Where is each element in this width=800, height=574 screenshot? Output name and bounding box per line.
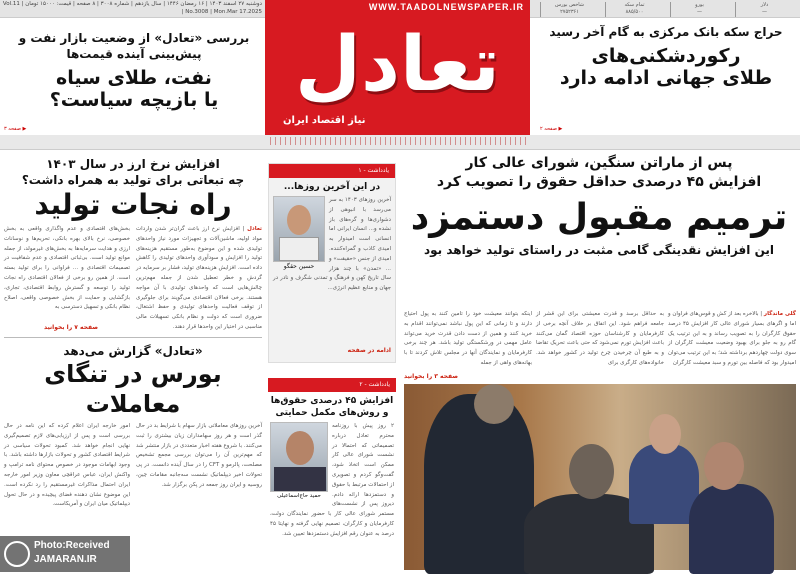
author-figure — [273, 196, 325, 271]
editorial-title: در این آخرین روزها... — [283, 182, 381, 192]
body-text: ۲ روز پیش با روزنامه محترم تعادل درباره تصمیماتی که احتمالا در نشست شورای عالی کار ممکن است اتخاذ شود، گفت‌وگو کردم و تصویری از احتمالات مرتبط با حقوق و — [332, 423, 394, 498]
author-face — [287, 205, 311, 235]
continued-link[interactable]: صفحه ۳ را بخوانید — [404, 373, 459, 380]
body-col — [136, 422, 262, 559]
photo-figure — [649, 414, 681, 454]
main-story — [402, 154, 796, 258]
author-photo — [273, 196, 325, 262]
continued-link[interactable]: صفحه ۷ را بخوانید — [44, 324, 99, 331]
body-text: اینکه بتوانند معیشت خود را تامین کنند به پول احتیاج دارند و تا زمانی که این پول نباشد نمی‌توانند اقدام به خرید کنند و همین از دست دادن قدرت خرید می‌تواند عامل مهمی در ورشکستگی تولید باشد. هر چند برخی کارفرمایان و نمایندگان آنها در مجلس تلاش کردند تا با بهانه‌های واهی از جمله — [404, 311, 532, 366]
credit-line: JAMARAN.IR — [34, 554, 97, 565]
headline: نفت، طلای سیاه — [56, 67, 212, 89]
editorial-2 — [268, 378, 396, 572]
main-body-col — [404, 310, 532, 369]
newspaper-logo — [265, 0, 530, 135]
editorial-content — [268, 422, 396, 562]
index-label: تمام سکه — [624, 2, 645, 8]
index-value: ۲۷۵۲۳۶۱ — [560, 9, 579, 15]
photo-figure — [629, 444, 699, 524]
editorial-content — [269, 196, 395, 344]
kicker: «تعادل» گزارش می‌دهد — [63, 344, 203, 358]
kicker: افزایش ۴۵ درصدی حداقل حقوق را تصویب کرد — [436, 174, 762, 190]
continued-link[interactable]: ادامه در صفحه — [347, 347, 391, 354]
editorial-1 — [268, 163, 396, 363]
photo-figure — [474, 384, 514, 424]
index-cell — [605, 2, 663, 17]
headline: ترمیم مقبول دستمزد — [410, 197, 788, 238]
index-label: یورو — [695, 2, 704, 8]
photo-figure — [424, 394, 534, 574]
main-body-col — [536, 310, 664, 379]
photo-credit-watermark — [0, 536, 130, 572]
logo-wordmark: تعادل — [295, 19, 500, 108]
dateline: دوشنبه ۲۷ اسفند ۱۴۰۳ | ۱۶ رمضان ۱۴۴۶ | سال یازدهم | شماره ۳۰۰۸ | ۸ صفحه | قیمت: ۱۵۰۰۰ تومان | Vol.11 | No.3008 | Mon.Mar 17.2025 — [2, 1, 262, 15]
kicker: افزایش نرخ ارز در سال ۱۴۰۳ — [46, 157, 220, 171]
body-col: تعادل | افزایش نرخ ارز باعث گران‌تر شدن واردات مواد اولیه، ماشین‌آلات و تجهیزات مورد نیاز واحدهای تولیدی شده و این موضوع به‌طور مستقیم هزینه‌های تولید را افزایش و سودآوری واحدهای تولیدی را کاهش داده است. افزایش هزینه‌های تولید، فشار بر سرمایه در گردش و خطر تعطیل شدن از جمله مهم‌ترین چالش‌هایی است که واحدهای تولیدی با آن مواجه هستند. برخی فعالان اقتصادی می‌گویند برای جلوگیری از توقف فعالیت واحدهای تولیدی و حفظ اشتغال، ضروری است که دولت و نظام بانکی تسهیلات مالی مناسبی در اختیار این واحدها قرار دهند. — [136, 226, 262, 330]
index-label: دلار — [760, 2, 769, 8]
headline: رکوردشکنی‌های — [591, 45, 741, 67]
subhead: این افزایش نقدینگی گامی مثبت در راستای تولید خواهد بود — [424, 243, 774, 257]
body-col — [4, 422, 130, 508]
credit-line: Photo:Received — [34, 540, 110, 551]
index-value: — — [697, 9, 702, 15]
body-text: بخش‌های اقتصادی و عدم واگذاری واقعی به بخش خصوصی، نرخ بالای بهره بانکی، تحریم‌ها و نوسانات ارزی و هدایت سرمایه‌ها به بخش‌های غیرمولد، از جمله موانع تولید است. بی‌ثباتی اقتصادی و عدم شفافیت در تصمیمات اقتصادی و ... فراوانی را برای تولید بسته است. از همین رو برخی از فعالان اقتصادی راه نجات تولید را توسعه و گسترش روابط اقتصادی، تجاری، بازگشایی و حمایت از بخش خصوصی واقعی، اصلاح نظام بانکی و تسهیل دسترسی به — [4, 226, 130, 311]
index-cell — [540, 2, 598, 17]
author-body — [274, 467, 326, 491]
jamaran-logo-icon — [4, 541, 30, 567]
kicker: پس از ماراتن سنگین، شورای عالی کار — [465, 155, 733, 171]
body-text: بالاخره بعد از کش و قوس‌های فراوان و اما و اگرهای بسیار شورای عالی کار افزایش ۴۵ درصد حقوق کارگران را به تصویب رساند و به این ترتیب یک گام رو به جلو برای بهبود وضعیت معیشت کارگران از سوی دولت چهاردهم برداشته شد؛ به این ترتیب می‌توان امیدوار بود که فاصله بین تورم و سبد معیشت کارگران — [667, 311, 796, 366]
index-cell — [735, 2, 793, 17]
page-ref[interactable]: صفحه ۳ ▶ — [4, 126, 26, 133]
top-right-story — [538, 24, 794, 90]
page-ref[interactable]: صفحه ۲ ▶ — [540, 126, 562, 133]
logo-tagline: نیاز اقتصاد ایران — [283, 115, 366, 126]
editorial-label: یادداشت - ۲ — [268, 378, 396, 392]
photo-figure — [704, 442, 744, 490]
author-face — [286, 431, 314, 465]
editorial-label: یادداشت - ۱ — [269, 164, 395, 178]
photo-figure — [689, 484, 774, 574]
left-story-1 — [4, 156, 262, 222]
body-text: افزایش نرخ ارز باعث گران‌تر شدن واردات مواد اولیه، ماشین‌آلات و تجهیزات مورد نیاز واحدهای تولیدی شده و این موضوع به‌طور مستقیم هزینه‌های تولید را افزایش و سودآوری واحدهای تولیدی را کاهش داده است. افزایش هزینه‌های تولید، فشار بر سرمایه در گردش و خطر تعطیل شدن از جمله مهم‌ترین چالش‌هایی است که واحدهای تولیدی با آن مواجه هستند. برخی فعالان اقتصادی می‌گویند برای جلوگیری از توقف فعالیت واحدهای تولیدی و حفظ اشتغال، ضروری است که دولت و نظام بانکی تسهیلات مالی مناسبی در اختیار این واحدها قرار دهند. — [136, 226, 262, 330]
author-name: حمید حاج‌اسماعیلی — [277, 493, 321, 499]
author-figure — [270, 422, 328, 500]
author-photo — [270, 422, 328, 492]
left-story-2 — [4, 343, 262, 419]
body-text: امور خارجه ایران اعلام کرده که این نامه در حال بررسی است و پس از ارزیابی‌های لازم تصمیم‌گیری نهایی انجام خواهد شد. کمبود تحولات سیاسی در شرایط اقتصادی کشور و تحولات بازارها داشته باشد. با وجود ابهامات موجود در خصوص محتوای نامه ترامپ و واکنش ایران، عباس عراقچی معاون وزیر امور خارجه ایران احتمال مذاکرات غیرمستقیم را رد نکرده است. این موضوع نشان دهنده فضای پیچیده و در حال تحول دیپلماتیک میان ایران و آمریکاست. — [4, 423, 130, 508]
index-label: شاخص بورس — [554, 2, 584, 8]
index-value: ۸۸۵/۵۰۰ — [625, 9, 644, 15]
index-cell — [670, 2, 728, 17]
main-body-col: گلی ماندگار | بالاخره بعد از کش و قوس‌های فراوان و اما و اگرهای بسیار شورای عالی کار افزایش ۴۵ درصد حقوق کارگران را به تصویب رساند و به این ترتیب یک گام رو به جلو برای بهبود وضعیت معیشت کارگران از سوی دولت چهاردهم برداشته شد؛ به این ترتیب می‌توان امیدوار بود که فاصله بین تورم و سبد معیشت کارگران — [667, 311, 796, 366]
left-column — [4, 156, 262, 559]
kicker: چه تبعاتی برای تولید به همراه داشت؟ — [21, 173, 245, 187]
ruler-ticks — [270, 137, 530, 145]
top-left-story — [8, 30, 260, 112]
headline: یا بازیچه سیاست؟ — [49, 88, 219, 111]
body-text: آخرین روزهای معاملاتی بازار سهام با شرایط بد در حال گذر است و هر روز سهامداران زیان بیشتری را ثبت می‌کنند. با شروع هفته اخبار متعددی در بازار منتشر شد که مهم‌ترین آن را می‌توان بررسی مجمع تشخیص مصلحت، پالرمو و CFT را در سال آینده دانست. در پی تحولات اخیر دیپلماتیک نشست سه‌جانبه مقامات چین، روسیه و ایران روز جمعه در پکن برگزار شد. — [136, 423, 262, 488]
news-photo — [404, 384, 796, 570]
editorial-title: افزایش ۴۵ درصدی حقوق‌ها و روش‌های مکمل حمایتی — [270, 396, 394, 418]
body-text: دستمزدها ارائه دادم. دیروز پس از نشست‌های مستمر شورای عالی کار با حضور نمایندگان دولت، کارفرمایان و کارگران، تصمیم نهایی گرفته و نهایتا ۴۵ درصد به عنوان رقم افزایش دستمزدها تعیین شد. — [270, 491, 394, 537]
body-text: «تمدن» با چند هزار سال تاریخ کهن و فرهنگ و تمدنی شگرف و نادر در جهان و منابع عظیم انرژی... — [273, 265, 391, 292]
author-body — [279, 237, 319, 261]
body-col — [4, 225, 130, 323]
body-text: به حداقل برسد و قدرت معیشتی برای این قشر از جامعه فراهم شود. این اتفاق بر خلاف آنچه برخی از کارفرمایان و کارشناسان حوزه اقتصاد گمان می‌کنند باعث افزایش تورم نمی‌شود که حتی باعث تحریک تقاضا و به طبع آن چرخیدن چرخ تولید در کشور خواهد شد. خانواده‌های کارگری برای — [536, 311, 664, 366]
kicker: حراج سکه بانک مرکزی به گام آخر رسید — [549, 25, 783, 39]
body-text: آخرین روزهای ۱۴۰۳ به سر می‌رسد با انبوهی از دشواری‌ها و گره‌های باز نشده و... انسان ایرانی اما انسانی است امیدوار به امیدی کاذب و گمراه‌کننده. امیدی از جنس «حقیقت» و ... — [329, 197, 392, 272]
headline: بورس در تنگای معاملات — [44, 360, 222, 418]
website-url: WWW.TAADOLNEWSPAPER.IR — [368, 2, 524, 12]
lead-label: تعادل — [247, 226, 262, 232]
headline: طلای جهانی ادامه دارد — [559, 66, 773, 89]
ruler-strip — [0, 135, 800, 150]
author-name: حسین حقگو — [283, 263, 315, 270]
index-value: — — [762, 9, 767, 15]
lead-label: گلی ماندگار — [763, 311, 796, 317]
headline: راه نجات تولید — [34, 188, 232, 221]
divider — [4, 337, 262, 338]
kicker: بررسی «تعادل» از وضعیت بازار نفت و پیش‌بینی آینده قیمت‌ها — [18, 31, 250, 61]
photo-figure — [569, 444, 614, 499]
